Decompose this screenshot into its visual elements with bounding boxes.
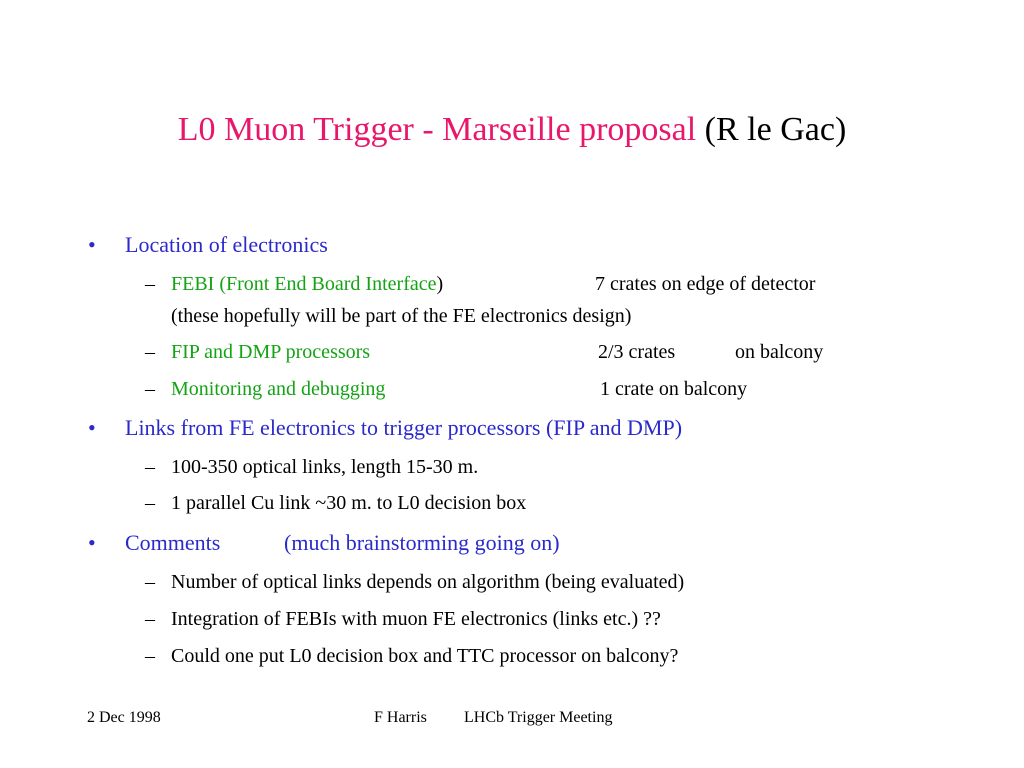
- bullet-label: Links from FE electronics to trigger processors (FIP and DMP): [125, 415, 683, 440]
- bullet-dot-icon: •: [88, 530, 96, 555]
- sub-bullet-label: 100-350 optical links, length 15-30 m.: [171, 456, 479, 478]
- sub-bullet-label: FEBI (Front End Board Interface: [171, 273, 437, 295]
- sub-bullet-label: Integration of FEBIs with muon FE electronics (links etc.) ??: [171, 608, 661, 630]
- bullet-dot-icon: •: [88, 232, 96, 257]
- footer-meeting: LHCb Trigger Meeting: [464, 709, 613, 726]
- dash-icon: –: [145, 456, 155, 478]
- sub-bullet-location: on balcony: [735, 341, 824, 363]
- dash-icon: –: [145, 492, 155, 514]
- sub-bullet-label: 1 parallel Cu link ~30 m. to L0 decision box: [171, 492, 527, 514]
- sub-bullet-line2: (these hopefully will be part of the FE electronics design): [171, 305, 632, 327]
- sub-bullet-label: Number of optical links depends on algorithm (being evaluated): [171, 571, 685, 593]
- bullet-dot-icon: •: [88, 415, 96, 440]
- bullet-label: Location of electronics: [125, 232, 328, 257]
- sub-bullet-label: FIP and DMP processors: [171, 341, 371, 363]
- dash-icon: –: [145, 341, 155, 363]
- dash-icon: –: [145, 273, 155, 295]
- bullet-label-extra: (much brainstorming going on): [284, 530, 560, 555]
- footer-author: F Harris: [374, 709, 427, 726]
- sub-bullet-detail: 7 crates on edge of detector: [595, 273, 816, 295]
- sub-bullet-detail: 1 crate on balcony: [600, 378, 748, 400]
- dash-icon: –: [145, 608, 155, 630]
- bullet-label: Comments: [125, 530, 221, 555]
- slide-title-main: L0 Muon Trigger - Marseille proposal: [177, 111, 697, 148]
- slide-title-presenter: (R le Gac): [704, 111, 847, 148]
- dash-icon: –: [145, 571, 155, 593]
- slide-title: [0, 108, 1024, 152]
- footer-date: 2 Dec 1998: [87, 709, 161, 726]
- sub-bullet-label: Could one put L0 decision box and TTC processor on balcony?: [171, 645, 679, 667]
- sub-bullet-detail: 2/3 crates: [598, 341, 676, 363]
- dash-icon: –: [145, 645, 155, 667]
- sub-bullet-label-close: ): [436, 273, 444, 295]
- sub-bullet-label: Monitoring and debugging: [171, 378, 386, 400]
- sub-bullet-febi-text: [171, 271, 443, 297]
- dash-icon: –: [145, 378, 155, 400]
